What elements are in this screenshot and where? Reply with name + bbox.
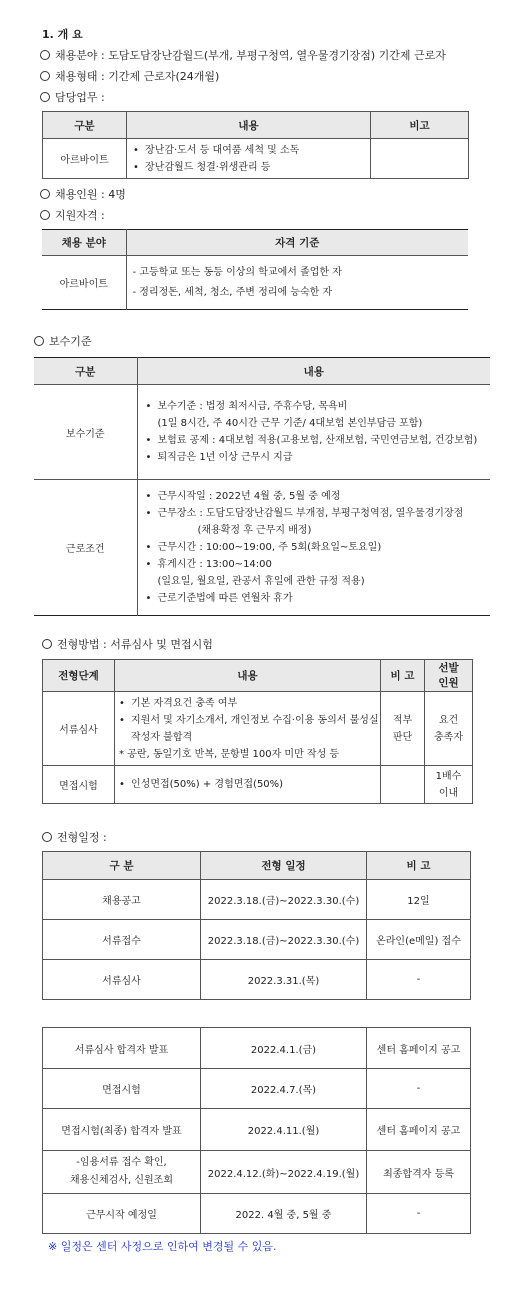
schedule-date: 2022.4.7.(목) [201, 1069, 367, 1109]
table-row [43, 960, 471, 1000]
schedule-note: 최종합격자 등록 [367, 1151, 471, 1194]
list-item-continued [158, 415, 491, 432]
schedule-label: -임용서류 접수 확인, 채용신체검사, 신원조회 [43, 1151, 201, 1194]
list-item: • 인성면접(50%) + 경험면접(50%) [131, 776, 380, 793]
schedule-note: 센터 홈페이지 공고 [367, 1028, 471, 1069]
schedule-note: 온라인(e메일) 접수 [367, 920, 471, 960]
schedule-date: 2022.4.1.(금) [201, 1028, 367, 1069]
pay-heading-line [34, 333, 92, 349]
schedule-heading-line [42, 829, 107, 845]
circle-bullet-icon [40, 71, 50, 81]
duty-header-category: 구분 [43, 112, 127, 139]
pay-heading: 보수기준 [49, 335, 92, 348]
overview-field: 채용분야 : 도담도담장난감월드(부개, 부평구청역, 열우물경기장점) 기간제 근로자 [55, 49, 446, 62]
overview-headcount: 채용인원 : 4명 [55, 188, 126, 201]
duty-table [42, 111, 469, 179]
schedule-footnote: ※ 일정은 센터 사정으로 인하여 변경될 수 있음. [48, 1240, 277, 1253]
overview-duty: 담당업무 : [55, 91, 105, 104]
schedule-date: 2022.4.11.(월) [201, 1109, 367, 1151]
selection-heading-line [42, 636, 213, 652]
list-item: • 보수기준 : 법정 최저시급, 주휴수당, 목욕비 [158, 398, 491, 415]
list-item: • 근무시작일 : 2022년 4월 중, 5월 중 예정 [158, 488, 491, 505]
table-row [43, 1109, 471, 1151]
selection-row1-star-note: * 공란, 동일기호 반복, 문항별 100자 미만 작성 등 [119, 748, 340, 760]
overview-headcount-line [40, 186, 126, 202]
list-item: • 보험료 공제 : 4대보험 적용(고용보험, 산재보험, 국민연금보험, 건강보험) [158, 432, 491, 449]
selection-row2-label: 면접시험 [43, 766, 115, 804]
schedule-label: 서류심사 합격자 발표 [43, 1028, 201, 1069]
schedule-header-category: 구 분 [43, 852, 201, 880]
schedule-note: - [367, 1069, 471, 1109]
overview-duty-line [40, 89, 105, 105]
schedule-label: 서류심사 [43, 960, 201, 1000]
selection-table [42, 659, 473, 804]
circle-bullet-icon [42, 639, 52, 649]
list-item: - 정리정돈, 세척, 청소, 주변 정리에 능숙한 자 [132, 286, 333, 298]
circle-bullet-icon [42, 832, 52, 842]
overview-qualification: 지원자격 : [55, 209, 105, 222]
selection-header-note: 비 고 [381, 660, 425, 692]
list-item: • 기본 자격요건 충족 여부 [131, 695, 380, 712]
selection-row1-content [115, 692, 381, 766]
table-row [43, 920, 471, 960]
pay-row2-content [137, 480, 490, 616]
list-item: • 퇴직금은 1년 이상 근무시 지급 [158, 449, 491, 466]
overview-type: 채용형태 : 기간제 근로자(24개월) [55, 70, 220, 83]
overview-qualification-line [40, 207, 105, 223]
selection-header-count: 선발 인원 [425, 660, 473, 692]
table-row [43, 1194, 471, 1234]
pay-header-category: 구분 [34, 358, 137, 385]
selection-header-stage: 전형단계 [43, 660, 115, 692]
selection-row2-content [115, 766, 381, 804]
selection-row1-label: 서류심사 [43, 692, 115, 766]
pay-row1-label: 보수기준 [34, 385, 137, 480]
list-item: • 지원서 및 자기소개서, 개인정보 수집·이용 동의서 불성실 작성자 불합격 [131, 712, 380, 746]
schedule-date: 2022.3.18.(금)~2022.3.30.(수) [201, 880, 367, 920]
qualification-table [42, 229, 468, 310]
list-item: - 고등학교 또는 동등 이상의 학교에서 졸업한 자 [132, 266, 342, 278]
selection-header-content: 내용 [115, 660, 381, 692]
schedule-label: 면접시험 [43, 1069, 201, 1109]
list-item-continued: (일요일, 월요일, 관공서 휴일에 관한 규정 적용) [157, 576, 365, 587]
table-row [43, 1151, 471, 1194]
qual-row-label: 아르바이트 [42, 256, 126, 310]
list-item: • 근무시간 : 10:00~19:00, 주 5회(화요일~토요일) [158, 539, 491, 556]
schedule-label: 채용공고 [43, 880, 201, 920]
selection-row1-note: 적부 판단 [381, 692, 425, 766]
list-item: • 근무장소 : 도담도담장난감월드 부개점, 부평구청역점, 열우물경기장점 [158, 505, 491, 522]
duty-row-content [127, 139, 371, 179]
schedule-heading: 전형일정 : [57, 831, 107, 844]
schedule-label: 근무시작 예정일 [43, 1194, 201, 1234]
circle-bullet-icon [40, 210, 50, 220]
section-heading-overview: 1. 개 요 [42, 28, 83, 41]
selection-row1-count: 요건 충족자 [425, 692, 473, 766]
pay-row1-content [137, 385, 490, 480]
schedule-date: 2022.3.31.(목) [201, 960, 367, 1000]
list-item: • 휴게시간 : 13:00~14:00 [158, 556, 491, 573]
schedule-note: 12일 [367, 880, 471, 920]
circle-bullet-icon [34, 336, 44, 346]
selection-heading: 전형방법 : 서류심사 및 면접시험 [57, 638, 213, 651]
schedule-date: 2022. 4월 중, 5월 중 [201, 1194, 367, 1234]
schedule-table-a [42, 851, 471, 1000]
schedule-date: 2022.4.12.(화)~2022.4.19.(월) [201, 1151, 367, 1194]
duty-row-label: 아르바이트 [43, 139, 127, 179]
overview-field-line [40, 47, 446, 63]
duty-header-note: 비고 [371, 112, 469, 139]
schedule-date: 2022.3.18.(금)~2022.3.30.(수) [201, 920, 367, 960]
duty-row-note [371, 139, 469, 179]
table-row [43, 1028, 471, 1069]
circle-bullet-icon [40, 189, 50, 199]
list-item: • 근로기준법에 따른 연월차 휴가 [158, 590, 491, 607]
table-row [43, 1069, 471, 1109]
selection-row2-note [381, 766, 425, 804]
qual-header-criteria: 자격 기준 [126, 230, 468, 256]
schedule-note: - [367, 1194, 471, 1234]
list-item-text: (1일 8시간, 주 40시간 근무 기준/ 4대보험 본인부담금 포함) [157, 418, 423, 429]
list-item: • 장난감·도서 등 대여품 세척 및 소독 [145, 142, 370, 159]
schedule-label: 서류접수 [43, 920, 201, 960]
circle-bullet-icon [40, 50, 50, 60]
pay-header-content: 내용 [137, 358, 490, 385]
list-item: • 장난감월드 청결·위생관리 등 [145, 159, 370, 176]
schedule-note: - [367, 960, 471, 1000]
overview-type-line [40, 68, 219, 84]
schedule-table-b [42, 1027, 471, 1234]
selection-row2-count: 1배수 이내 [425, 766, 473, 804]
qual-header-field: 채용 분야 [42, 230, 126, 256]
pay-table [34, 357, 490, 616]
schedule-note: 센터 홈페이지 공고 [367, 1109, 471, 1151]
schedule-header-note: 비 고 [367, 852, 471, 880]
list-item-continued: (채용확정 후 근무지 배정) [197, 525, 312, 536]
table-row [43, 880, 471, 920]
duty-header-content: 내용 [127, 112, 371, 139]
schedule-header-date: 전형 일정 [201, 852, 367, 880]
circle-bullet-icon [40, 92, 50, 102]
schedule-label: 면접시험(최종) 합격자 발표 [43, 1109, 201, 1151]
pay-row2-label: 근로조건 [34, 480, 137, 616]
qual-row-content [126, 256, 468, 310]
